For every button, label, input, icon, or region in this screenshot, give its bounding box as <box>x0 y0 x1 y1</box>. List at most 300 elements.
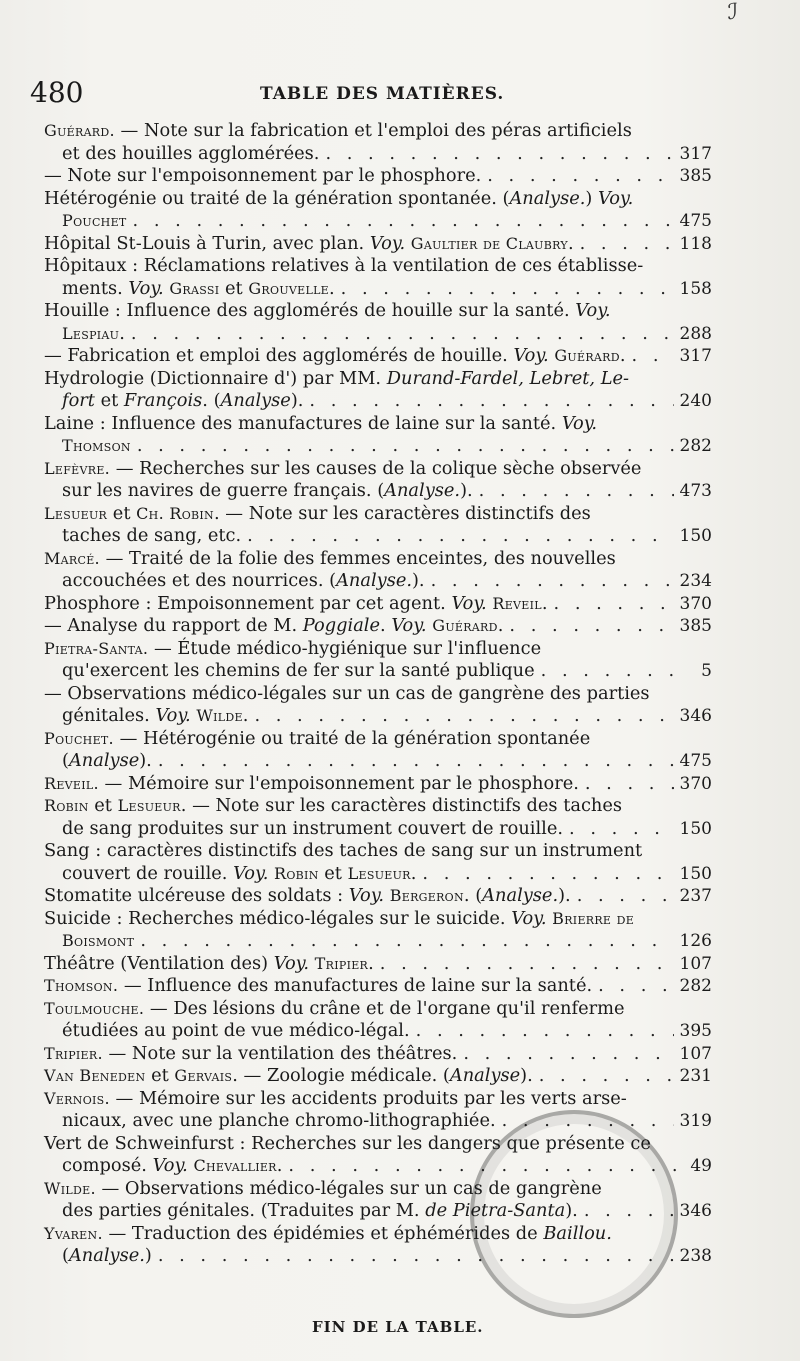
text-segment: . ( <box>202 390 221 411</box>
dot-leader <box>341 278 674 301</box>
entry-continuation-line <box>44 930 712 953</box>
entry-text <box>44 368 629 391</box>
entry-text <box>62 1020 410 1043</box>
entry-line <box>44 233 712 256</box>
index-entry <box>44 165 712 188</box>
page-header <box>30 76 700 112</box>
text-segment: ). <box>520 1065 533 1086</box>
dot-leader <box>380 953 674 976</box>
page-reference: 370 <box>679 773 712 794</box>
text-segment: . <box>368 952 374 974</box>
text-segment: Laine : Influence des manufactures de laine sur la santé. <box>44 412 562 434</box>
entry-continuation-line <box>44 750 712 773</box>
text-segment: ). <box>558 885 571 906</box>
entry-text <box>44 458 641 481</box>
index-entries <box>44 120 712 1268</box>
text-segment: . ( <box>463 885 483 906</box>
entry-text <box>62 750 152 773</box>
entry-text <box>44 1043 457 1066</box>
dot-leader <box>585 773 674 796</box>
dot-leader <box>131 323 674 346</box>
italic-text: Voy. <box>155 705 191 726</box>
page-reference: 473 <box>679 481 712 501</box>
entry-line <box>44 593 712 616</box>
text-segment: Hydrologie (Dictionnaire d') par MM. <box>44 367 387 389</box>
author-name: Wilde. <box>44 1178 96 1198</box>
entry-line <box>44 773 712 796</box>
entry-text <box>62 278 335 301</box>
entry-text <box>44 683 650 706</box>
italic-text: de Pietra-Santa <box>425 1200 566 1221</box>
entry-text <box>44 165 481 188</box>
text-segment: ). <box>565 1200 578 1221</box>
text-segment: . — Note sur les caractères distinctifs des taches <box>180 795 623 816</box>
text-segment: . — Zoologie médicale. ( <box>232 1065 450 1086</box>
text-segment: — Analyse du rapport de M. <box>44 615 303 636</box>
italic-text: Voy. <box>369 232 406 254</box>
index-entry <box>44 458 712 503</box>
text-segment: qu'exercent les chemins de fer sur la santé publique <box>62 660 535 681</box>
index-entry <box>44 908 712 953</box>
entry-line <box>44 458 712 481</box>
author-name: Chevallier <box>193 1156 277 1175</box>
index-entry <box>44 345 712 368</box>
text-segment: . <box>380 615 392 636</box>
page-reference: 288 <box>679 323 712 344</box>
dot-leader <box>254 705 673 728</box>
entry-text <box>44 1088 627 1111</box>
text-segment: ). <box>290 390 304 411</box>
entry-text <box>62 435 131 458</box>
author-name: Yvaren. <box>44 1223 103 1243</box>
entry-text <box>44 908 634 931</box>
index-entry <box>44 773 712 796</box>
entry-text <box>44 503 591 526</box>
text-segment: ). <box>412 570 425 591</box>
margin-mark: ℐ <box>727 0 738 25</box>
text-segment: accouchées et des nourrices. ( <box>62 570 337 591</box>
page-reference: 346 <box>679 1201 712 1221</box>
index-entry <box>44 795 712 840</box>
text-segment: . <box>276 1155 283 1176</box>
text-segment: ( <box>62 750 69 771</box>
entry-continuation-line <box>44 435 712 458</box>
italic-text: Analyse. <box>68 1245 145 1266</box>
dot-leader <box>431 570 674 593</box>
italic-text: Voy. <box>513 345 549 366</box>
text-segment: Houille : Influence des agglomérés de houille sur la santé. <box>44 300 576 321</box>
entry-text <box>62 525 241 548</box>
dot-leader <box>632 345 674 368</box>
text-segment: — Recherches sur les causes de la colique sèche observée <box>110 457 642 479</box>
entry-text <box>44 773 579 796</box>
author-name: Tripier <box>314 953 369 973</box>
entry-line <box>44 120 712 143</box>
entry-text <box>44 300 611 323</box>
text-segment: — Observations médico-légales sur un cas de gangrène <box>95 1177 602 1199</box>
entry-text <box>62 480 473 503</box>
italic-text: François <box>123 390 203 411</box>
index-entry <box>44 1065 712 1088</box>
page-reference: 346 <box>679 706 712 726</box>
text-segment: . — Note sur les caractères distinctifs des <box>213 502 591 524</box>
index-entry <box>44 683 712 728</box>
italic-text: Analyse. <box>482 885 559 906</box>
entry-text <box>62 863 416 886</box>
entry-line <box>44 998 712 1021</box>
entry-text <box>44 840 642 863</box>
text-segment: — Note sur la fabrication et l'emploi des péras artificiels <box>114 120 632 141</box>
text-segment: — Observations médico-légales sur un cas de gangrène des parties <box>44 682 650 704</box>
author-name: Vernois. <box>44 1088 110 1108</box>
italic-text: Voy. <box>598 187 634 209</box>
end-of-table: FIN DE LA TABLE. <box>312 1318 484 1336</box>
entry-text <box>62 660 535 683</box>
entry-line <box>44 1043 712 1066</box>
dot-leader <box>509 615 673 638</box>
text-segment: et <box>88 795 118 816</box>
text-segment: taches de sang, etc. <box>62 525 242 546</box>
entry-text <box>44 593 548 616</box>
index-entry <box>44 1043 712 1066</box>
entry-text <box>62 705 248 728</box>
italic-text: Voy. <box>128 277 164 299</box>
text-segment: . <box>242 705 249 726</box>
dot-leader <box>140 930 673 953</box>
text-segment: de sang produites sur un instrument couvert de rouille. <box>62 817 564 839</box>
page-number: 480 <box>30 76 84 109</box>
entry-line <box>44 840 712 863</box>
italic-text: Voy. <box>391 615 427 636</box>
index-entry <box>44 953 712 976</box>
text-segment: Hôpital St-Louis à Turin, avec plan. <box>44 232 370 254</box>
text-segment: — Mémoire sur les accidents produits par les verts arse- <box>109 1087 627 1109</box>
text-segment: ). <box>139 750 152 771</box>
index-entry <box>44 998 712 1043</box>
entry-line <box>44 615 712 638</box>
italic-text: Durand-Fardel, Lebret, Le- <box>386 367 630 389</box>
text-segment: ments. <box>62 277 129 299</box>
entry-continuation-line <box>44 480 712 503</box>
entry-line <box>44 413 712 436</box>
author-name: Bergeron <box>389 886 464 905</box>
index-entry <box>44 638 712 683</box>
entry-text <box>62 210 127 233</box>
text-segment: Vert de Schweinfurst : Recherches sur les dangers que présente ce <box>44 1132 651 1154</box>
text-segment: ) <box>144 1245 152 1266</box>
entry-continuation-line <box>44 818 712 841</box>
entry-text <box>44 728 590 751</box>
page-reference: 240 <box>679 391 712 411</box>
text-segment: Hétérogénie ou traité de la génération spontanée. ( <box>44 187 510 209</box>
author-name: Reveil <box>492 593 542 613</box>
dot-leader <box>422 863 673 886</box>
entry-text <box>44 1065 533 1088</box>
author-name: Pouchet <box>62 211 127 230</box>
text-segment: — Étude médico-hygiénique sur l'influence <box>148 637 542 659</box>
page-reference: 317 <box>679 346 712 366</box>
entry-continuation-line <box>44 390 712 413</box>
page-reference: 237 <box>679 886 712 906</box>
dot-leader <box>137 435 674 458</box>
entry-line <box>44 255 712 278</box>
dot-leader <box>487 165 673 188</box>
text-segment: et <box>145 1065 175 1086</box>
page-reference: 238 <box>679 1246 712 1266</box>
entry-line <box>44 638 712 661</box>
text-segment: — Note sur la ventilation des théâtres. <box>102 1042 458 1064</box>
italic-text: Voy. <box>451 592 487 614</box>
author-name: Van Beneden <box>44 1066 146 1085</box>
text-segment: Phosphore : Empoisonnement par cet agent. <box>44 592 452 614</box>
italic-text: Poggiale <box>302 615 381 636</box>
italic-text: Voy. <box>561 412 598 434</box>
page-reference: 150 <box>679 526 712 546</box>
entry-line <box>44 345 712 368</box>
entry-text <box>44 233 574 256</box>
italic-text: Voy. <box>348 885 385 906</box>
italic-text: Analyse <box>68 750 140 771</box>
text-segment: Théâtre (Ventilation des) <box>44 952 274 974</box>
index-entry <box>44 615 712 638</box>
italic-text: Voy. <box>511 907 547 929</box>
dot-leader <box>580 233 674 256</box>
text-segment: et <box>107 502 137 524</box>
text-segment: — Traduction des épidémies et éphémérides de <box>102 1222 544 1244</box>
text-segment: . <box>541 592 548 614</box>
entry-text <box>62 1155 282 1178</box>
author-name: Thomson. <box>44 976 119 995</box>
text-segment: et <box>94 390 124 411</box>
text-segment: — Fabrication et emploi des agglomérés de houille. <box>44 345 514 366</box>
entry-continuation-line <box>44 660 712 683</box>
text-segment: et <box>318 862 348 884</box>
entry-continuation-line <box>44 323 712 346</box>
entry-line <box>44 953 712 976</box>
dot-leader <box>158 750 674 773</box>
text-segment: composé. <box>62 1155 153 1176</box>
index-entry <box>44 548 712 593</box>
author-name: Pouchet. <box>44 728 114 748</box>
index-entry <box>44 975 712 998</box>
italic-text: Voy. <box>233 862 269 884</box>
author-name: Robin <box>274 863 319 883</box>
dot-leader <box>554 593 674 616</box>
text-segment: sur les navires de guerre français. ( <box>62 480 385 501</box>
index-entry <box>44 120 712 165</box>
entry-continuation-line <box>44 863 712 886</box>
author-name: Grassi <box>169 278 220 298</box>
author-name: Pietra-Santa. <box>44 638 149 658</box>
entry-text <box>44 120 632 143</box>
entry-text <box>44 615 503 638</box>
italic-text: Voy. <box>273 952 310 974</box>
entry-line <box>44 188 712 211</box>
entry-text <box>44 255 643 278</box>
text-segment: ( <box>62 1245 69 1266</box>
entry-text <box>62 570 425 593</box>
author-name: Reveil. <box>44 773 99 793</box>
index-entry <box>44 413 712 458</box>
text-segment: génitales. <box>62 705 156 726</box>
dot-leader <box>479 480 674 503</box>
page-reference: 395 <box>679 1021 712 1041</box>
entry-continuation-line <box>44 1020 712 1043</box>
page-reference: 234 <box>679 571 712 591</box>
page-reference: 107 <box>679 1043 712 1064</box>
entry-line <box>44 300 712 323</box>
library-stamp <box>470 1110 678 1318</box>
italic-text: Analyse. <box>509 187 586 209</box>
entry-line <box>44 975 712 998</box>
page-reference: 282 <box>679 436 712 456</box>
text-segment: . <box>497 615 504 636</box>
text-segment: et <box>219 277 249 299</box>
page-reference: 317 <box>679 143 712 164</box>
dot-leader <box>247 525 673 548</box>
index-entry <box>44 188 712 233</box>
text-segment: Sang : caractères distinctifs des taches de sang sur un instrument <box>44 840 643 861</box>
author-name: Boismont <box>62 931 135 950</box>
entry-line <box>44 728 712 751</box>
page-reference: 150 <box>679 818 712 839</box>
entry-text <box>62 930 134 953</box>
dot-leader <box>539 1065 674 1088</box>
index-entry <box>44 503 712 548</box>
entry-continuation-line <box>44 570 712 593</box>
italic-text: Analyse <box>449 1065 521 1086</box>
page-reference: 231 <box>679 1066 712 1086</box>
italic-text: Analyse. <box>336 570 412 591</box>
text-segment: — Note sur l'empoisonnement par le phosphore. <box>44 165 482 186</box>
page-reference: 49 <box>690 1156 712 1176</box>
page-reference: 118 <box>679 233 712 254</box>
entry-line <box>44 1088 712 1111</box>
entry-line <box>44 683 712 706</box>
index-entry <box>44 885 712 908</box>
text-segment: . <box>119 322 125 344</box>
entry-text <box>44 953 374 976</box>
entry-text <box>44 413 597 436</box>
author-name: Gaultier de Claubry <box>410 233 568 253</box>
text-segment: . <box>410 862 417 884</box>
author-name: Ch. Robin <box>136 503 214 523</box>
text-segment: . <box>567 232 574 254</box>
dot-leader <box>463 1043 673 1066</box>
dot-leader <box>569 818 674 841</box>
index-entry <box>44 255 712 300</box>
author-name: Tripier. <box>44 1043 103 1063</box>
entry-continuation-line <box>44 705 712 728</box>
author-name: Lefèvre. <box>44 458 111 478</box>
author-name: Lesueur <box>117 796 181 815</box>
italic-text: Analyse <box>220 390 291 411</box>
index-entry <box>44 593 712 616</box>
entry-continuation-line <box>44 525 712 548</box>
entry-text <box>62 1245 152 1268</box>
entry-line <box>44 795 712 818</box>
text-segment: — Mémoire sur l'empoisonnement par le phosphore. <box>98 772 579 794</box>
italic-text: fort <box>62 390 95 411</box>
author-name: Gervais <box>174 1066 233 1085</box>
page-reference: 126 <box>679 931 712 951</box>
page-reference: 370 <box>679 593 712 614</box>
text-segment: des parties génitales. (Traduites par M. <box>62 1200 426 1221</box>
italic-text: Voy. <box>575 300 611 321</box>
author-name: Lesueur <box>347 863 411 883</box>
entry-text <box>44 795 622 818</box>
text-segment: et des houilles agglomérées. <box>62 142 320 164</box>
dot-leader <box>325 143 673 166</box>
entry-continuation-line <box>44 143 712 166</box>
index-entry <box>44 840 712 885</box>
entry-text <box>62 323 125 346</box>
author-name: Lesueur <box>44 503 108 523</box>
entry-text <box>44 345 626 368</box>
text-segment: . <box>619 345 626 366</box>
index-entry <box>44 728 712 773</box>
page-reference: 5 <box>701 661 712 681</box>
entry-continuation-line <box>44 210 712 233</box>
italic-text: Analyse. <box>384 480 461 501</box>
author-name: Toulmouche. <box>44 998 145 1018</box>
author-name: Guérard <box>432 616 498 635</box>
page-reference: 385 <box>679 166 712 186</box>
entry-text <box>62 818 563 841</box>
entry-text <box>44 975 592 998</box>
dot-leader <box>309 390 673 413</box>
text-segment: Hôpitaux : Réclamations relatives à la ventilation de ces établisse- <box>44 255 644 276</box>
entry-line <box>44 908 712 931</box>
index-entry <box>44 368 712 413</box>
text-segment: nicaux, avec une planche chromo-lithographiée. <box>62 1110 496 1131</box>
italic-text: Baillou. <box>543 1222 612 1244</box>
entry-line <box>44 165 712 188</box>
page-reference: 158 <box>679 278 712 299</box>
entry-text <box>44 885 571 908</box>
text-segment: Stomatite ulcéreuse des soldats : <box>44 885 349 906</box>
entry-line <box>44 548 712 571</box>
index-entry <box>44 300 712 345</box>
entry-text <box>44 188 633 211</box>
page-reference: 150 <box>679 863 712 884</box>
entry-text <box>44 548 616 571</box>
dot-leader <box>598 975 673 998</box>
dot-leader <box>577 885 674 908</box>
page-reference: 475 <box>679 211 712 231</box>
author-name: Guérard <box>554 346 620 365</box>
page-reference: 107 <box>679 953 712 974</box>
author-name: Brierre de <box>552 908 635 928</box>
entry-text <box>62 143 319 166</box>
text-segment: — Traité de la folie des femmes enceintes, des nouvelles <box>99 547 616 569</box>
text-segment: . <box>329 277 335 299</box>
text-segment: Suicide : Recherches médico-légales sur le suicide. <box>44 907 512 929</box>
running-title: TABLE DES MATIÈRES. <box>260 84 505 104</box>
entry-text <box>62 390 303 413</box>
author-name: Thomson <box>62 436 131 455</box>
text-segment: — Hétérogénie ou traité de la génération spontanée <box>113 727 591 749</box>
page-reference: 475 <box>679 751 712 771</box>
text-segment: étudiées au point de vue médico-légal. <box>62 1020 410 1041</box>
index-entry <box>44 233 712 256</box>
dot-leader <box>416 1020 674 1043</box>
entry-text <box>44 998 625 1021</box>
text-segment: — Influence des manufactures de laine sur la santé. <box>118 975 593 996</box>
author-name: Lespiau <box>62 323 120 343</box>
entry-line <box>44 1065 712 1088</box>
author-name: Guérard. <box>44 121 115 140</box>
